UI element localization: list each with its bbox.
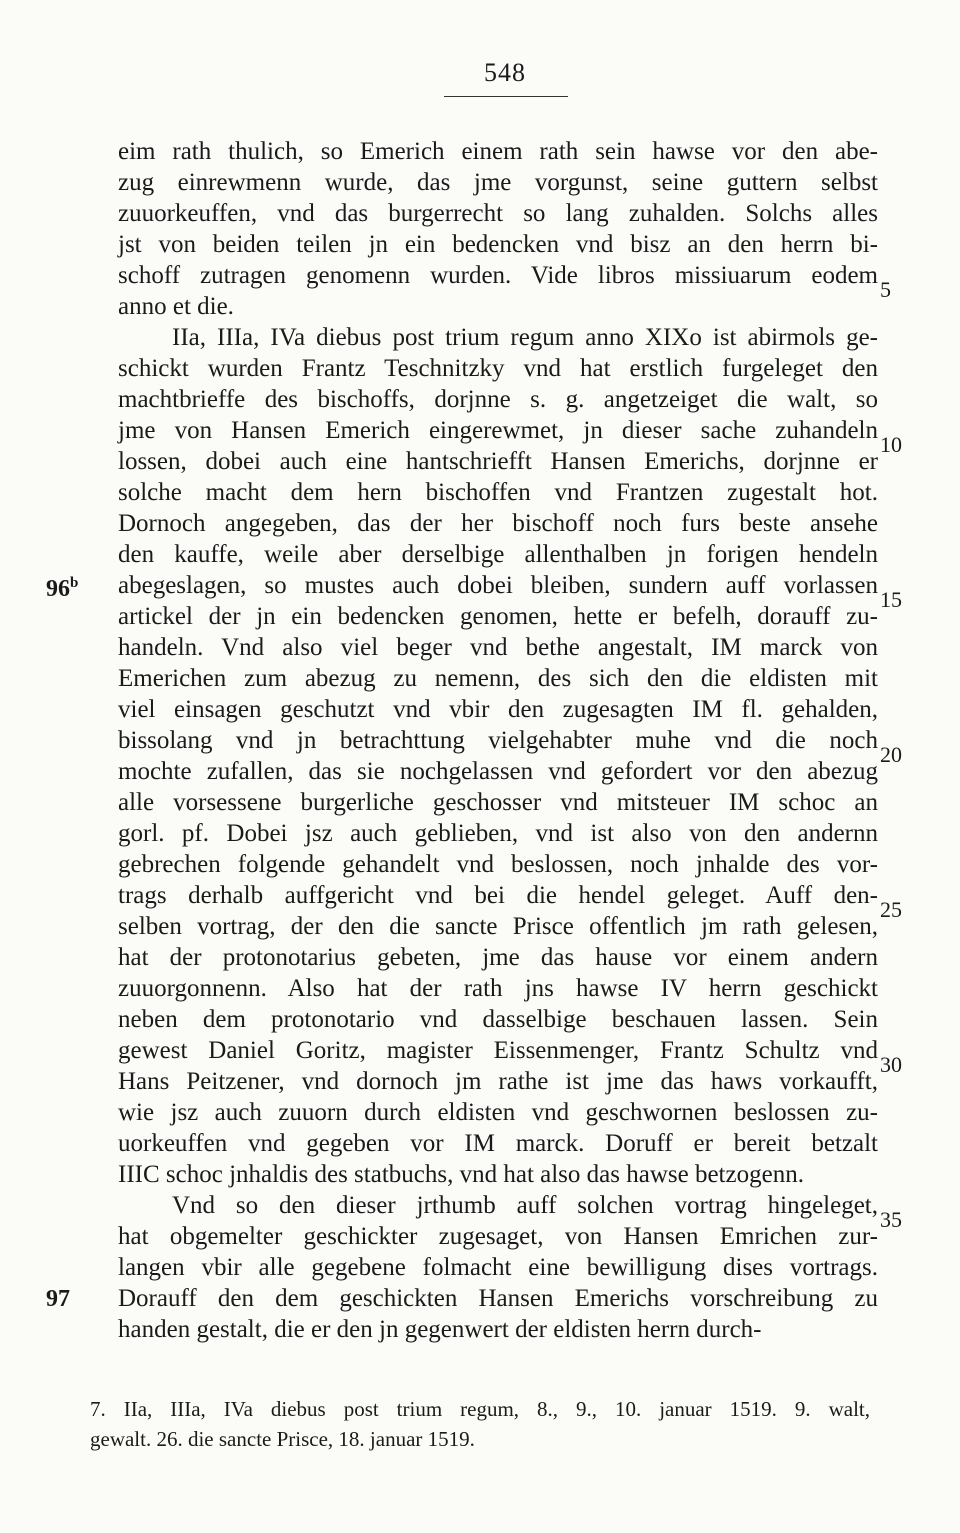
text-line: gorl. pf. Dobei jsz auch geblieben, vnd ist also von den andernn [118, 820, 878, 847]
line-number: 25 [880, 897, 902, 922]
text-line: machtbrieffe des bischoffs, dorjnne s. g. angetzeiget die walt, so [118, 386, 878, 413]
text-line: Dorauff den dem geschickten Hansen Emerichs vorschreibung zu [118, 1285, 878, 1312]
text-line: mochte zufallen, das sie nochgelassen vnd gefordert vor den abezug [118, 758, 878, 785]
text-line: hat der protonotarius gebeten, jme das hause vor einem andern [118, 944, 878, 971]
text-line: bissolang vnd jn betrachttung vielgehabter muhe vnd die noch [118, 727, 878, 754]
text-line: schickt wurden Frantz Teschnitzky vnd hat erstlich furgeleget den [118, 355, 878, 382]
text-line: zuuorgonnenn. Also hat der rath jns hawse IV herrn geschickt [118, 975, 878, 1002]
text-line: zuuorkeuffen, vnd das burgerrecht so lang zuhalden. Solchs alles [118, 200, 878, 227]
text-line: abegeslagen, so mustes auch dobei bleiben, sundern auff vorlassen [118, 572, 878, 599]
footnote-line: gewalt. 26. die sancte Prisce, 18. januar 1519. [90, 1427, 475, 1451]
text-line: Emerichen zum abezug zu nemenn, des sich den die eldisten mit [118, 665, 878, 692]
text-line: eim rath thulich, so Emerich einem rath sein hawse vor den abe- [118, 138, 878, 165]
text-line: zug einrewmenn wurde, das jme vorgunst, seine guttern selbst [118, 169, 878, 196]
text-line: viel einsagen geschutzt vnd vbir den zugesagten IM fl. gehalden, [118, 696, 878, 723]
text-line: lossen, dobei auch eine hantschriefft Hansen Emerichs, dorjnne er [118, 448, 878, 475]
text-line: trags derhalb auffgericht vnd bei die hendel geleget. Auff den- [118, 882, 878, 909]
line-number: 30 [880, 1052, 902, 1077]
text-line: anno et die. [118, 293, 234, 320]
text-line: selben vortrag, der den die sancte Prisce offentlich jm rath gelesen, [118, 913, 878, 940]
text-line: wie jsz auch zuuorn durch eldisten vnd geschwornen beslossen zu- [118, 1099, 878, 1126]
folio-side: b [70, 575, 79, 591]
text-line: schoff zutragen genomenn wurden. Vide libros missiuarum eodem [118, 262, 878, 289]
text-line: Vnd so den dieser jrthumb auff solchen vortrag hingeleget, [172, 1192, 878, 1219]
text-line: langen vbir alle gegebene folmacht eine bewilligung dises vortrags. [118, 1254, 878, 1281]
text-line: handeln. Vnd also viel beger vnd bethe angestalt, IM marck von [118, 634, 878, 661]
text-line: jme von Hansen Emerich eingerewmet, jn dieser sache zuhandeln [118, 417, 878, 444]
text-line: gewest Daniel Goritz, magister Eissenmenger, Frantz Schultz vnd [118, 1037, 878, 1064]
text-line: handen gestalt, die er den jn gegenwert der eldisten herrn durch- [118, 1316, 762, 1343]
line-number: 5 [880, 277, 891, 302]
text-line: Dornoch angegeben, das der her bischoff noch furs beste ansehe [118, 510, 878, 537]
text-line: gebrechen folgende gehandelt vnd beslossen, noch jnhalde des vor- [118, 851, 878, 878]
text-line: uorkeuffen vnd gegeben vor IM marck. Doruff er bereit betzalt [118, 1130, 878, 1157]
text-line: alle vorsessene burgerliche geschosser vnd mitsteuer IM schoc an [118, 789, 878, 816]
line-number: 20 [880, 742, 902, 767]
line-number: 35 [880, 1207, 902, 1232]
page-number: 548 [484, 58, 526, 87]
footnote-line: 7. IIa, IIIa, IVa diebus post trium regum, 8., 9., 10. januar 1519. 9. walt, [90, 1397, 870, 1421]
text-line: den kauffe, weile aber derselbige allenthalben jn forigen hendeln [118, 541, 878, 568]
text-line: Hans Peitzener, vnd dornoch jm rathe ist jme das haws vorkaufft, [118, 1068, 878, 1095]
text-line: IIIC schoc jnhaldis des statbuchs, vnd hat also das hawse betzogenn. [118, 1161, 804, 1188]
folio-number: 96 [46, 576, 70, 602]
text-line: solche macht dem hern bischoffen vnd Frantzen zugestalt hot. [118, 479, 878, 506]
text-line: artickel der jn ein bedencken genomen, hette er befelh, dorauff zu- [118, 603, 878, 630]
folio-marker-97: 97 [46, 1286, 70, 1312]
text-line: IIa, IIIa, IVa diebus post trium regum anno XIXo ist abirmols ge- [172, 324, 878, 351]
line-number: 10 [880, 432, 902, 457]
text-line: jst von beiden teilen jn ein bedencken vnd bisz an den herrn bi- [118, 231, 878, 258]
line-number: 15 [880, 587, 902, 612]
folio-marker-96b [46, 566, 78, 606]
text-line: neben dem protonotario vnd dasselbige beschauen lassen. Sein [118, 1006, 878, 1033]
text-line: hat obgemelter geschickter zugesaget, von Hansen Emrichen zur- [118, 1223, 878, 1250]
